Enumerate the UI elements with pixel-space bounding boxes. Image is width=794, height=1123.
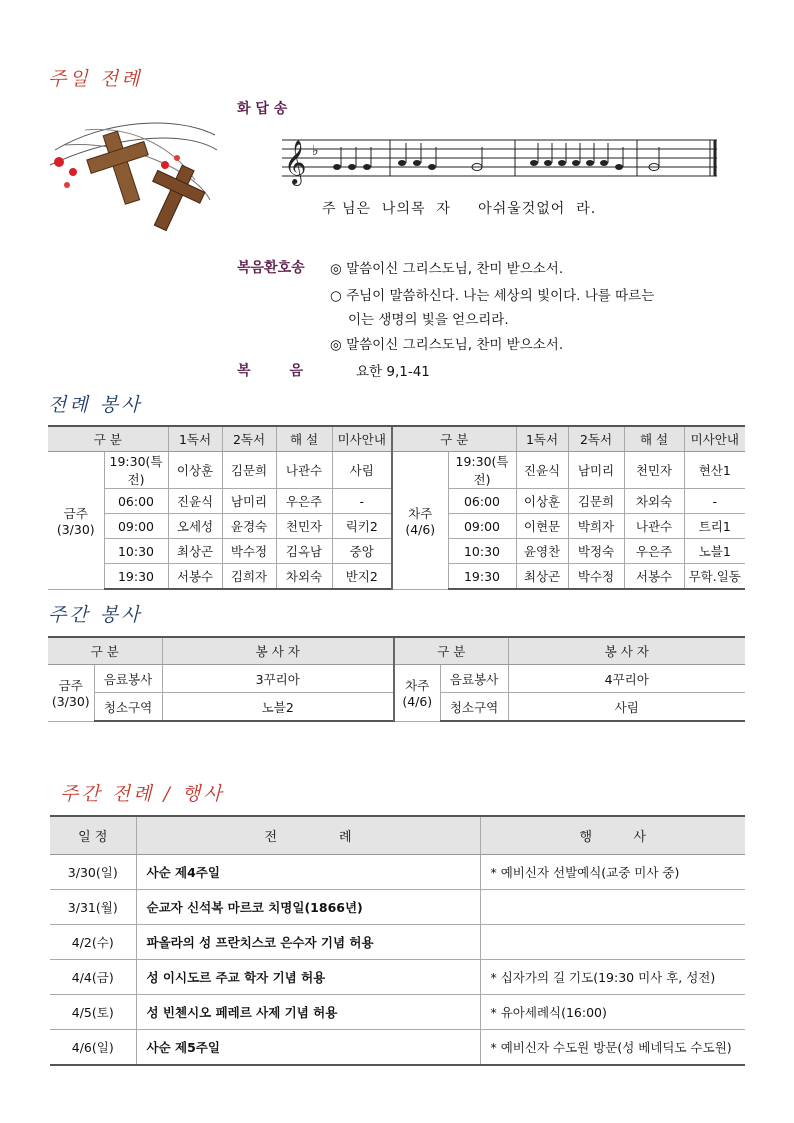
cell: 남미리 [222, 489, 276, 514]
header-category: 구 분 [48, 637, 162, 665]
cell: 최상곤 [516, 564, 568, 590]
cell: 청소구역 [440, 693, 508, 722]
next-week-label: 차주 [405, 678, 430, 694]
table-row [48, 665, 745, 693]
cell: 윤경숙 [222, 514, 276, 539]
this-week-label: 금주 [58, 678, 83, 694]
cell: 천민자 [276, 514, 332, 539]
cell: 박수정 [222, 539, 276, 564]
cell-liturgy: 성 빈첸시오 페레르 사제 기념 허용 [136, 995, 480, 1030]
liturgy-service-table [48, 425, 745, 590]
response-psalm-label: 화 답 송 [237, 101, 288, 117]
cell: 19:30(특전) [104, 452, 168, 489]
cell: 19:30 [104, 564, 168, 590]
table-row [50, 960, 745, 995]
table-row [50, 855, 745, 890]
cell-date: 4/5(토) [50, 995, 136, 1030]
cell-event: * 예비신자 수도원 방문(성 베네딕도 수도원) [480, 1030, 745, 1066]
cell: - [332, 489, 392, 514]
cell: 반지2 [332, 564, 392, 590]
cell: 우은주 [276, 489, 332, 514]
section-title-sunday-liturgy: 주일 전례 [48, 68, 143, 90]
cell: 4꾸리아 [508, 665, 745, 693]
cell: 음료봉사 [94, 665, 162, 693]
section-title-weekly-events: 주간 전례 / 행사 [60, 783, 225, 805]
cell: 노블2 [162, 693, 394, 722]
header-commentary: 해 설 [624, 426, 684, 452]
header-volunteers: 봉 사 자 [508, 637, 745, 665]
header-reading2: 2독서 [568, 426, 624, 452]
cell: 이상훈 [168, 452, 222, 489]
cell-event: * 유아세례식(16:00) [480, 995, 745, 1030]
table-row [50, 890, 745, 925]
cell: 이현문 [516, 514, 568, 539]
cell-liturgy: 사순 제5주일 [136, 1030, 480, 1066]
cell: 사림 [508, 693, 745, 722]
header-volunteers: 봉 사 자 [162, 637, 394, 665]
table-row [50, 1030, 745, 1066]
table-header-row [48, 637, 745, 665]
cell: - [684, 489, 745, 514]
header-category: 구 분 [392, 426, 516, 452]
cell: 서봉수 [168, 564, 222, 590]
cell-liturgy: 순교자 신석복 마르코 치명일(1866년) [136, 890, 480, 925]
cell: 박정숙 [568, 539, 624, 564]
cell: 천민자 [624, 452, 684, 489]
header-liturgy: 전 례 [136, 816, 480, 855]
header-commentary: 해 설 [276, 426, 332, 452]
next-week-cell [392, 452, 448, 590]
cell: 09:00 [104, 514, 168, 539]
section-title-weekly-service: 주간 봉사 [48, 604, 143, 626]
cell: 박희자 [568, 514, 624, 539]
gospel-acclamation-label: 복음환호송 [237, 260, 305, 276]
header-date: 일 정 [50, 816, 136, 855]
header-mass-guide: 미사안내 [332, 426, 392, 452]
cell: 최상곤 [168, 539, 222, 564]
cell-event: * 예비신자 선발예식(교중 미사 중) [480, 855, 745, 890]
cell: 이상훈 [516, 489, 568, 514]
acclamation-line-2: ○ 주님이 말씀하신다. 나는 세상의 빛이다. 나를 따르는 [330, 288, 655, 304]
this-week-cell [48, 665, 94, 722]
cell: 윤영찬 [516, 539, 568, 564]
this-week-date: (3/30) [51, 694, 90, 710]
cell: 진윤식 [168, 489, 222, 514]
section-title-liturgy-service: 전례 봉사 [48, 394, 143, 416]
cell: 19:30(특전) [448, 452, 516, 489]
cell: 중앙 [332, 539, 392, 564]
cell: 진윤식 [516, 452, 568, 489]
header-reading1: 1독서 [168, 426, 222, 452]
cell-event [480, 890, 745, 925]
cell-date: 3/30(일) [50, 855, 136, 890]
cell: 청소구역 [94, 693, 162, 722]
cell: 10:30 [448, 539, 516, 564]
cell: 김문희 [222, 452, 276, 489]
cell: 남미리 [568, 452, 624, 489]
cell: 우은주 [624, 539, 684, 564]
cell: 06:00 [104, 489, 168, 514]
cell: 차외숙 [624, 489, 684, 514]
weekly-service-table [48, 636, 745, 722]
gospel-label: 복 음 [237, 363, 304, 379]
cell: 나관수 [624, 514, 684, 539]
header-reading2: 2독서 [222, 426, 276, 452]
cell: 3꾸리아 [162, 665, 394, 693]
cell: 10:30 [104, 539, 168, 564]
cell-liturgy: 사순 제4주일 [136, 855, 480, 890]
cell: 김희자 [222, 564, 276, 590]
cell: 무학.일동 [684, 564, 745, 590]
cell: 트리1 [684, 514, 745, 539]
next-week-date: (4/6) [402, 694, 433, 710]
cell: 김문희 [568, 489, 624, 514]
table-header-row [48, 426, 745, 452]
cell-date: 4/2(수) [50, 925, 136, 960]
crosses-illustration [45, 110, 220, 235]
header-category: 구 분 [394, 637, 508, 665]
header-category: 구 분 [48, 426, 168, 452]
header-mass-guide: 미사안내 [684, 426, 745, 452]
acclamation-line-4: ◎ 말씀이신 그리스도님, 찬미 받으소서. [330, 337, 564, 353]
table-row [48, 452, 745, 489]
header-reading1: 1독서 [516, 426, 568, 452]
psalm-lyrics: 주 님은 나의목 자 아쉬울것없어 라. [322, 201, 597, 217]
cell: 19:30 [448, 564, 516, 590]
cell: 나관수 [276, 452, 332, 489]
cell-event: * 십자가의 길 기도(19:30 미사 후, 성전) [480, 960, 745, 995]
cell-date: 4/6(일) [50, 1030, 136, 1066]
cell-liturgy: 성 이시도르 주교 학자 기념 허용 [136, 960, 480, 995]
cell-date: 4/4(금) [50, 960, 136, 995]
cell: 사림 [332, 452, 392, 489]
next-week-date: (4/6) [405, 521, 436, 537]
table-row [50, 925, 745, 960]
header-events: 행 사 [480, 816, 745, 855]
cell: 서봉수 [624, 564, 684, 590]
cell: 현산1 [684, 452, 745, 489]
cell: 릭키2 [332, 514, 392, 539]
this-week-label: 금주 [63, 505, 88, 521]
table-row [50, 995, 745, 1030]
cell-date: 3/31(월) [50, 890, 136, 925]
next-week-label: 차주 [408, 505, 433, 521]
this-week-date: (3/30) [56, 521, 95, 537]
cell: 차외숙 [276, 564, 332, 590]
svg-text:♭: ♭ [312, 143, 319, 159]
this-week-cell [48, 452, 104, 590]
next-week-cell [394, 665, 440, 722]
weekly-events-table [50, 815, 745, 1066]
cell: 오세성 [168, 514, 222, 539]
cell: 김옥남 [276, 539, 332, 564]
music-score [282, 135, 722, 195]
cell: 박수정 [568, 564, 624, 590]
cell-event [480, 925, 745, 960]
cell-liturgy: 파올라의 성 프란치스코 은수자 기념 허용 [136, 925, 480, 960]
acclamation-line-3: 이는 생명의 빛을 얻으리라. [348, 312, 509, 328]
cell: 09:00 [448, 514, 516, 539]
cell: 06:00 [448, 489, 516, 514]
table-header-row [50, 816, 745, 855]
cell: 노블1 [684, 539, 745, 564]
gospel-reference: 요한 9,1-41 [356, 364, 430, 380]
acclamation-line-1: ◎ 말씀이신 그리스도님, 찬미 받으소서. [330, 261, 564, 277]
svg-text:𝄞: 𝄞 [284, 140, 307, 184]
cell: 음료봉사 [440, 665, 508, 693]
